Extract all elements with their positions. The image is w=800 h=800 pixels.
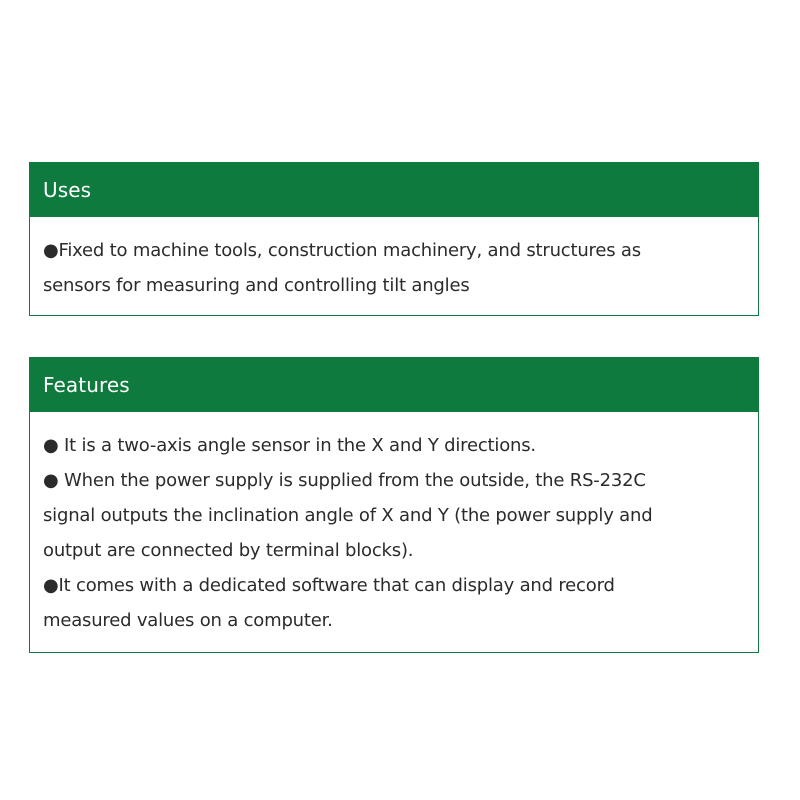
- features-line: signal outputs the inclination angle of X and Y (the power supply and: [43, 505, 653, 526]
- features-body: [30, 412, 758, 638]
- features-panel: [29, 357, 759, 653]
- uses-line: sensors for measuring and controlling tilt angles: [43, 275, 470, 296]
- features-line: ●It comes with a dedicated software that can display and record: [43, 575, 615, 596]
- uses-panel: [29, 162, 759, 316]
- features-line: ● When the power supply is supplied from the outside, the RS-232C: [43, 470, 646, 491]
- uses-body: [30, 217, 758, 303]
- uses-heading: Uses: [30, 163, 758, 217]
- features-line: ● It is a two-axis angle sensor in the X and Y directions.: [43, 435, 536, 456]
- features-line: measured values on a computer.: [43, 610, 333, 631]
- features-heading: Features: [30, 358, 758, 412]
- features-line: output are connected by terminal blocks).: [43, 540, 414, 561]
- uses-line: ●Fixed to machine tools, construction machinery, and structures as: [43, 240, 641, 261]
